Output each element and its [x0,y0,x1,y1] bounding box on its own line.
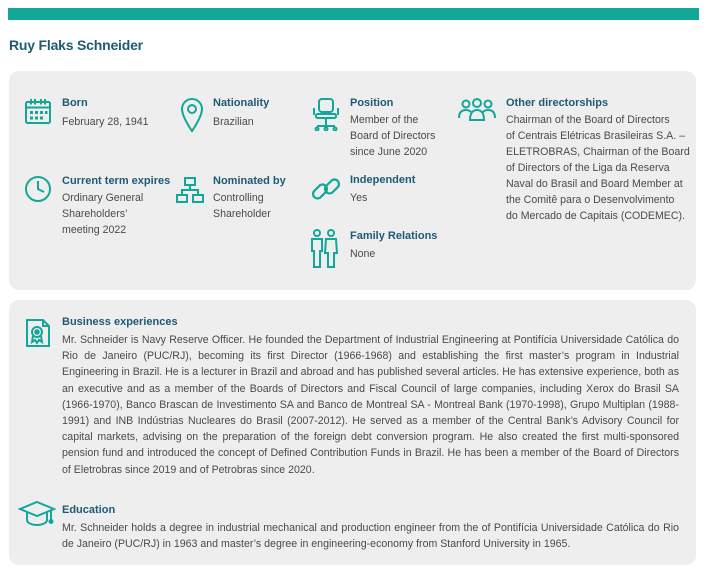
independent-value: Yes [350,192,368,204]
top-accent-bar [8,8,699,20]
current-term-line-3: meeting 2022 [62,224,127,236]
graduation-cap-icon [18,500,56,528]
independent-field [350,173,415,206]
family-relations-value: None [350,248,376,260]
business-line-7: Council for capital markets, advising on the preparation of the foreign debt conversion program. He also created the first [62,415,679,444]
other-directorships-label: Other directorships [506,97,609,109]
current-term-line-2: Shareholders’ [62,208,128,220]
position-line-1: Member of the [350,114,419,126]
nominated-by-label: Nominated by [213,175,286,187]
other-directorships-line-3: ELETROBRAS, Chairman of the Board [506,146,690,158]
family-relations-field [350,229,437,262]
nationality-label: Nationality [213,97,270,109]
calendar-icon [24,97,52,125]
independent-label: Independent [350,174,416,186]
org-chart-icon [176,176,204,204]
other-directorships-line-6: the Comitê para o Desenvolvimento [506,194,675,206]
other-directorships-line-1: Chairman of the Board of Directors [506,114,670,126]
education-label: Education [62,504,116,516]
education-line-1: Mr. Schneider holds a degree in industrial mechanical and production engineer from the of Pontifícia Universidade Católica do [62,522,660,534]
business-line-3: Engineering in Brazil. He is a lecturer in Brazil and abroad and has published several articles. He has extensive experience, both [62,366,665,379]
group-people-icon [458,98,496,122]
business-label: Business experiences [62,316,178,328]
nominated-by-field [213,174,286,222]
location-pin-icon [180,97,204,133]
business-line-1: Mr. Schneider is Navy Reserve Officer. He founded the Department of Industrial Engineering at Pontifícia Universidade Católica [62,334,664,346]
position-line-3: since June 2020 [350,146,428,158]
other-directorships-line-5: Naval do Brasil and Board Member at [506,178,683,190]
business-line-5: SA (1966-1970), Banco Brascan de Investimento SA and Banco de Montreal SA - Montreal Bank (1970-1998), Grupo Multiplan [62,382,679,411]
page-title: Ruy Flaks Schneider [9,37,143,53]
born-value: February 28, 1941 [62,116,149,128]
business-paragraph [62,332,679,478]
link-icon [310,173,342,205]
current-term-label: Current term expires [62,175,171,187]
nominated-by-line-2: Shareholder [213,208,271,220]
position-field [350,96,435,160]
business-line-9: the Board of Directors of Eletrobras since 2019 and of Petrobras since 2020. [62,447,679,476]
education-paragraph [62,520,679,552]
other-directorships-line-7: do Mercado de Capitais (CODEMEC). [506,210,685,222]
nationality-field [213,96,269,130]
business-line-2: do Rio de Janeiro (PUC/RJ), becoming its first Director (1966-1968) and establishing the first master’s program in Industrial [62,334,679,363]
other-directorships-line-4: of Directors of the Liga da Reserva [506,162,670,174]
position-label: Position [350,97,394,109]
document-badge-icon [25,318,51,348]
other-directorships-line-2: of Centrais Elétricas Brasileiras S.A. – [506,130,685,142]
clock-icon [24,175,52,203]
nominated-by-line-1: Controlling [213,192,264,204]
current-term-line-1: Ordinary General [62,192,144,204]
born-label: Born [62,97,88,109]
business-line-6: (1988-1991) and INB Indústrias Nucleares do Brasil (2007-2012). He served as a member of the Central Bank’s Advisory [62,398,679,428]
business-line-4: as an executive and as a member of the Boards of Directors and Fiscal Council of large companies, including Xerox do Brasil [62,366,679,395]
family-relations-label: Family Relations [350,230,438,242]
business-section [62,315,679,478]
education-line-2: Rio de Janeiro (PUC/RJ) in 1963 and master’s degree in engineering-economy from Stanford University in 1965. [62,522,680,551]
nationality-value: Brazilian [213,116,254,128]
position-line-2: Board of Directors [350,130,436,142]
family-icon [309,229,339,269]
business-line-8: multi-sponsored pension fund and introduced the concept of Defined Contribution Funds in Brazil. He has been a member of [62,431,679,460]
current-term-field [62,174,170,238]
born-field [62,96,149,130]
office-chair-icon [313,97,339,131]
education-section [62,503,679,552]
other-directorships-field [506,96,690,224]
